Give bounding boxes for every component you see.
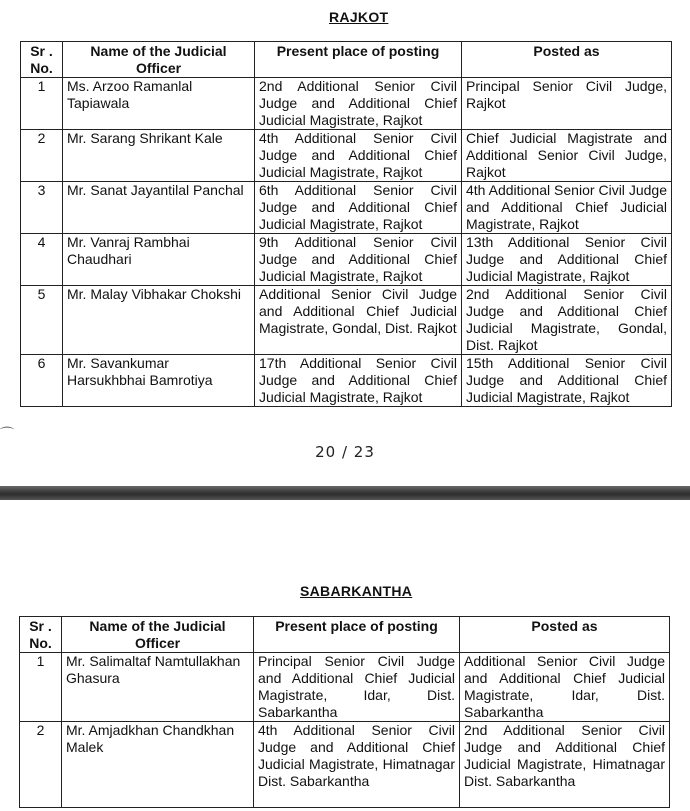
row-sr-no: 2: [20, 722, 62, 808]
row-present-posting: 17th Additional Senior Civil Judge and Additional Chief Judicial Magistrate, Rajkot: [255, 355, 462, 407]
row-posted-as: 15th Additional Senior Civil Judge and Additional Chief Judicial Magistrate, Rajkot: [462, 355, 672, 407]
page-separator: [0, 486, 690, 500]
row-present-posting: 6th Additional Senior Civil Judge and Additional Chief Judicial Magistrate, Rajkot: [255, 182, 462, 234]
row-posted-as: 4th Additional Senior Civil Judge and Additional Chief Judicial Magistrate, Rajkot: [462, 182, 672, 234]
section-title-sabarkantha: SABARKANTHA: [300, 583, 413, 599]
row-posted-as: Additional Senior Civil Judge and Additional Chief Judicial Magistrate, Idar, Dist. Sabarkantha: [460, 653, 670, 722]
row-officer-name: Mr. Vanraj Rambhai Chaudhari: [63, 234, 255, 286]
header-posted-as: Posted as: [462, 42, 672, 78]
row-posted-as: 13th Additional Senior Civil Judge and Additional Chief Judicial Magistrate, Rajkot: [462, 234, 672, 286]
row-sr-no: 1: [21, 78, 63, 130]
row-posted-as: 2nd Additional Senior Civil Judge and Additional Chief Judicial Magistrate, Himatnagar Dist. Sabarkantha: [460, 722, 670, 808]
table-row: [21, 130, 672, 182]
page-number: 20 / 23: [315, 443, 375, 461]
table-row: [21, 234, 672, 286]
rajkot-posting-table: [20, 41, 672, 407]
row-sr-no: 1: [20, 653, 62, 722]
row-present-posting: Principal Senior Civil Judge and Additional Chief Judicial Magistrate, Idar, Dist. Sabarkantha: [254, 653, 460, 722]
row-officer-name: Mr. Savankumar Harsukhbhai Bamrotiya: [63, 355, 255, 407]
table-header-row: [21, 42, 672, 78]
table-header-row: [20, 617, 670, 653]
table-row: [21, 78, 672, 130]
row-posted-as: Chief Judicial Magistrate and Additional Senior Civil Judge, Rajkot: [462, 130, 672, 182]
header-posted-as: Posted as: [460, 617, 670, 653]
table-row: [21, 182, 672, 234]
table-row: [21, 286, 672, 355]
table-row: [21, 355, 672, 407]
row-officer-name: Mr. Malay Vibhakar Chokshi: [63, 286, 255, 355]
row-officer-name: Mr. Salimaltaf Namtullakhan Ghasura: [62, 653, 254, 722]
header-officer-name: Name of the Judicial Officer: [63, 42, 255, 78]
sabarkantha-posting-table: [19, 616, 670, 808]
row-officer-name: Mr. Sanat Jayantilal Panchal: [63, 182, 255, 234]
header-present-posting: Present place of posting: [255, 42, 462, 78]
row-posted-as: 2nd Additional Senior Civil Judge and Additional Chief Judicial Magistrate, Gondal, Dist. Rajkot: [462, 286, 672, 355]
row-sr-no: 3: [21, 182, 63, 234]
row-present-posting: 4th Additional Senior Civil Judge and Additional Chief Judicial Magistrate, Himatnagar Dist. Sabarkantha: [254, 722, 460, 808]
row-sr-no: 5: [21, 286, 63, 355]
header-sr-no: Sr . No.: [20, 617, 62, 653]
section-title-rajkot: RAJKOT: [329, 9, 389, 25]
row-posted-as: Principal Senior Civil Judge, Rajkot: [462, 78, 672, 130]
table-row: [20, 653, 670, 722]
header-officer-name: Name of the Judicial Officer: [62, 617, 254, 653]
row-officer-name: Ms. Arzoo Ramanlal Tapiawala: [63, 78, 255, 130]
table-row: [20, 722, 670, 808]
row-sr-no: 2: [21, 130, 63, 182]
header-present-posting: Present place of posting: [254, 617, 460, 653]
row-sr-no: 6: [21, 355, 63, 407]
row-sr-no: 4: [21, 234, 63, 286]
document-page-21: [0, 500, 690, 811]
row-present-posting: 2nd Additional Senior Civil Judge and Additional Chief Judicial Magistrate, Rajkot: [255, 78, 462, 130]
row-present-posting: 4th Additional Senior Civil Judge and Additional Chief Judicial Magistrate, Rajkot: [255, 130, 462, 182]
row-officer-name: Mr. Sarang Shrikant Kale: [63, 130, 255, 182]
row-officer-name: Mr. Amjadkhan Chandkhan Malek: [62, 722, 254, 808]
stray-mark: ⌒: [0, 426, 14, 442]
row-present-posting: 9th Additional Senior Civil Judge and Additional Chief Judicial Magistrate, Rajkot: [255, 234, 462, 286]
row-present-posting: Additional Senior Civil Judge and Additional Chief Judicial Magistrate, Gondal, Dist. Rajkot: [255, 286, 462, 355]
header-sr-no: Sr . No.: [21, 42, 63, 78]
